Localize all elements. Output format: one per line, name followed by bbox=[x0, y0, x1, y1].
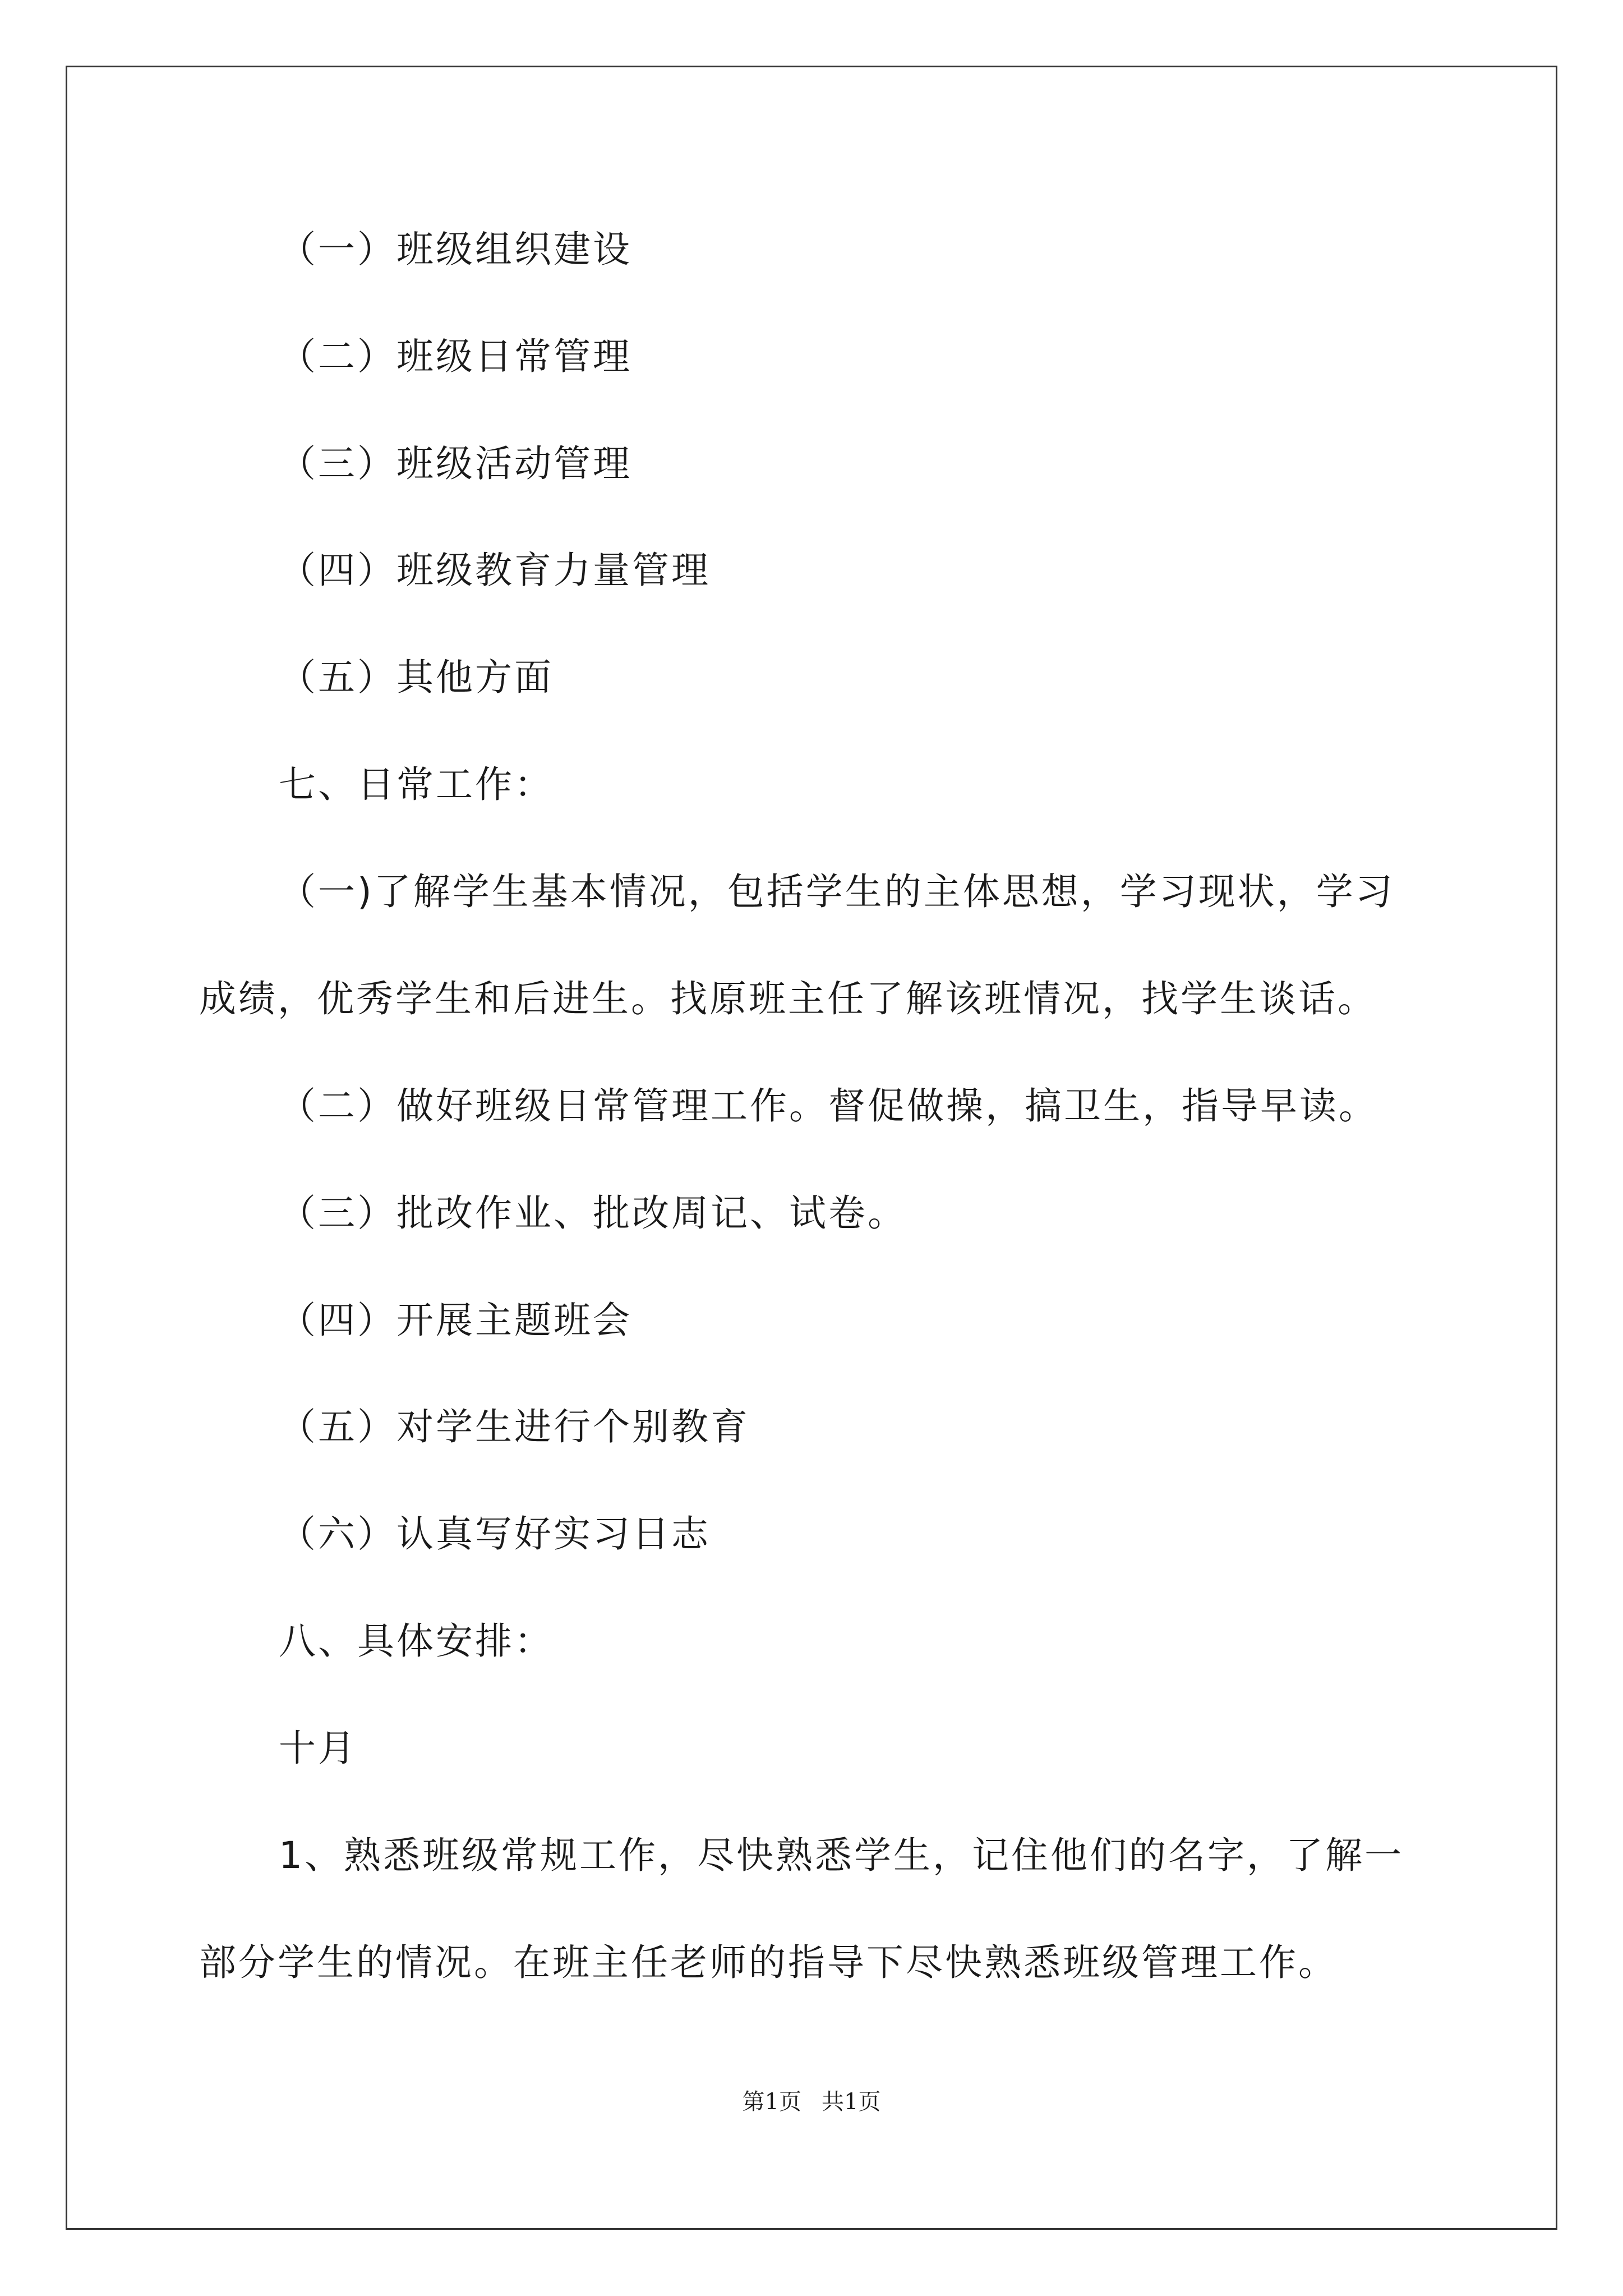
paragraph-line: （四）开展主题班会 bbox=[279, 1299, 632, 1342]
month-heading: 十月 bbox=[279, 1727, 357, 1770]
paragraph-line: 部分学生的情况。在班主任老师的指导下尽快熟悉班级管理工作。 bbox=[199, 1941, 1338, 1984]
paragraph-line: （三）批改作业、批改周记、试卷。 bbox=[279, 1191, 907, 1235]
item-class-daily-management: （二）班级日常管理 bbox=[279, 335, 632, 378]
item-class-organization: （一）班级组织建设 bbox=[279, 228, 632, 271]
paragraph-line: （一)了解学生基本情况，包括学生的主体思想，学习现状，学习 bbox=[279, 870, 1395, 913]
paragraph-line: 1、熟悉班级常规工作，尽快熟悉学生，记住他们的名字，了解一 bbox=[279, 1834, 1404, 1877]
paragraph-line: （五）对学生进行个别教育 bbox=[279, 1405, 750, 1448]
section-heading-daily-work: 七、日常工作： bbox=[279, 763, 554, 806]
page-number-current: 第1页 bbox=[742, 2089, 801, 2115]
page-footer bbox=[0, 2088, 1623, 2116]
page-border bbox=[66, 66, 1557, 2230]
paragraph-line: 成绩，优秀学生和后进生。找原班主任了解该班情况，找学生谈话。 bbox=[199, 977, 1377, 1020]
paragraph-line: （二）做好班级日常管理工作。督促做操，搞卫生，指导早读。 bbox=[279, 1084, 1378, 1128]
paragraph-line: （六）认真写好实习日志 bbox=[279, 1512, 711, 1556]
item-class-activity-management: （三）班级活动管理 bbox=[279, 442, 632, 485]
section-heading-schedule: 八、具体安排： bbox=[279, 1619, 554, 1663]
item-class-education-management: （四）班级教育力量管理 bbox=[279, 549, 711, 592]
item-other-aspects: （五）其他方面 bbox=[279, 656, 554, 699]
page-number-total: 共1页 bbox=[822, 2089, 881, 2115]
